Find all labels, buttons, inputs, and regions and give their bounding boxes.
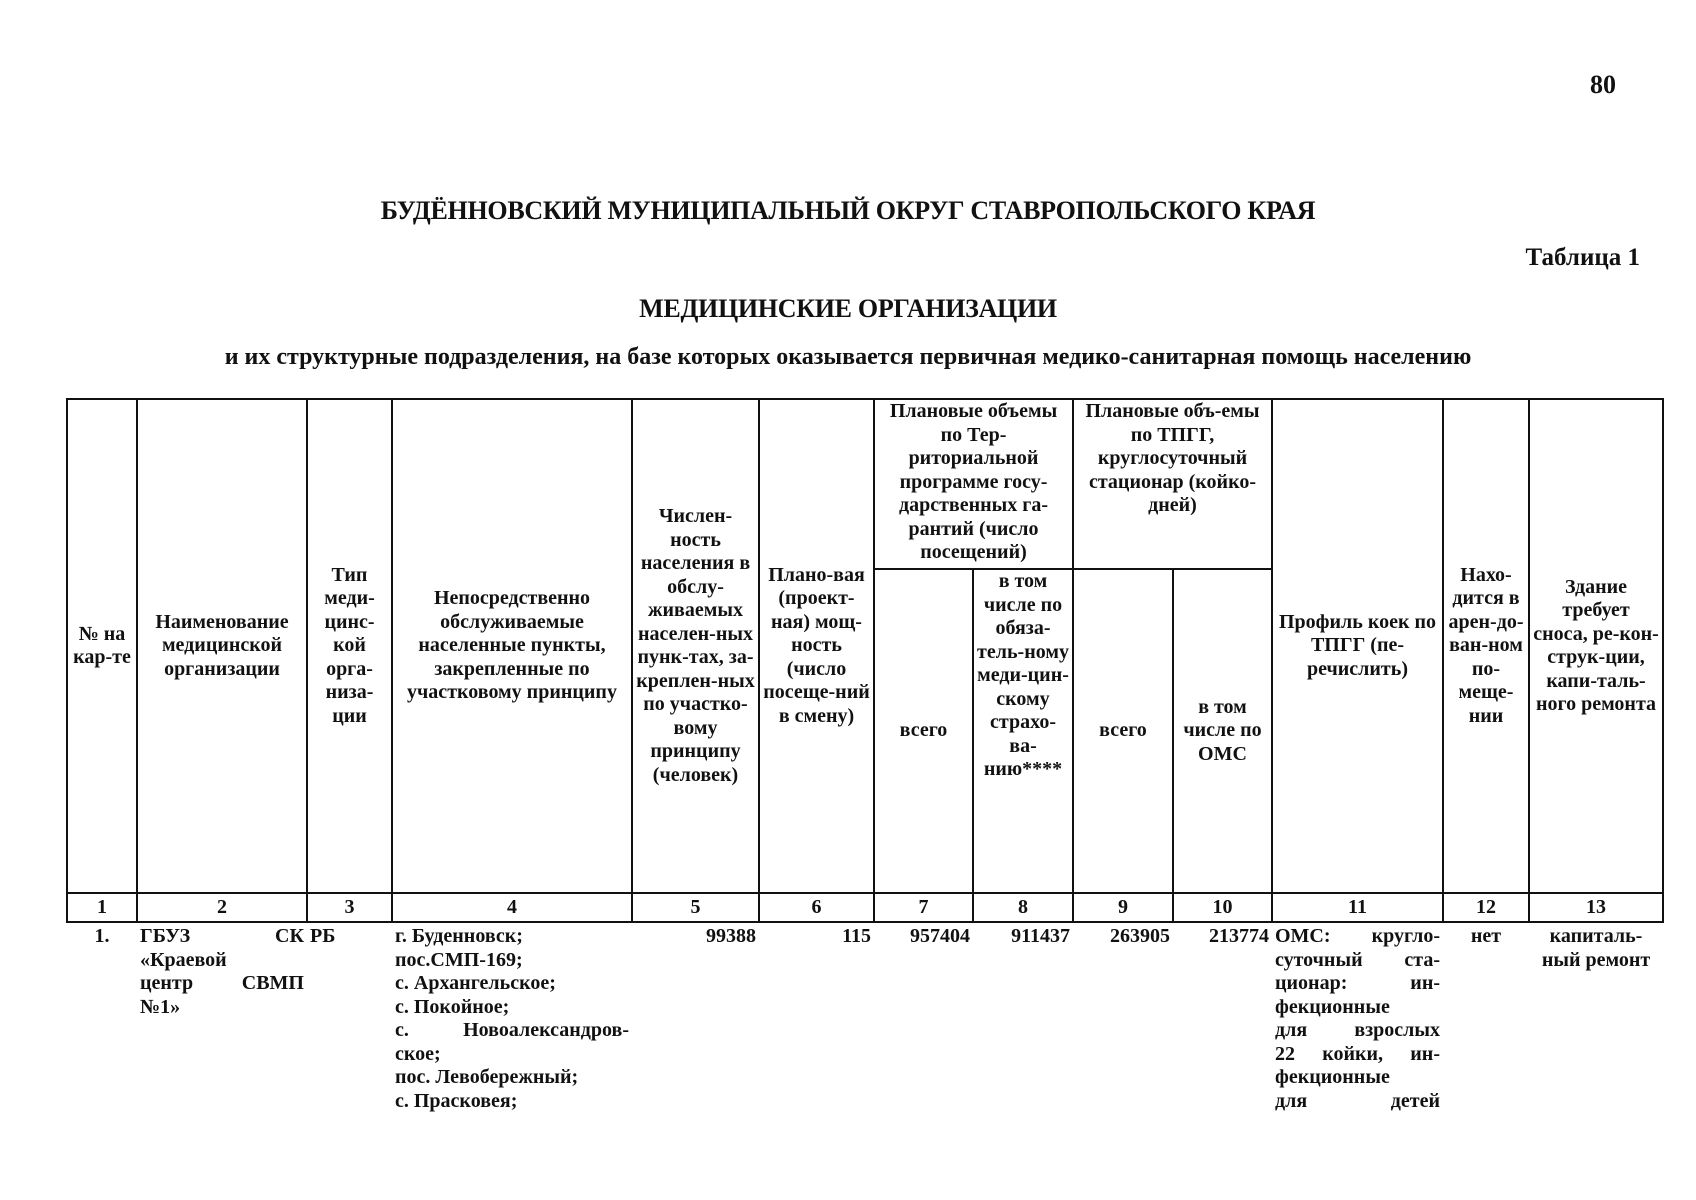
column-number: 3 <box>307 893 392 922</box>
medical-organizations-table <box>66 398 1664 1155</box>
page-number: 80 <box>1590 70 1616 99</box>
row-map-number: 1. <box>67 922 137 1155</box>
settlement-item: ское; <box>395 1042 441 1065</box>
row-beds-oms: 213774 <box>1173 922 1272 1155</box>
profile-line: ционар: ин- <box>1275 972 1440 994</box>
row-beds-total: 263905 <box>1073 922 1173 1155</box>
header-bed-profile: Профиль коек по ТПГГ (пе-речислить) <box>1272 399 1443 893</box>
header-visits-total: всего <box>874 569 973 893</box>
row-org-type: РБ <box>307 922 392 1155</box>
profile-line: фекционные <box>1275 1066 1390 1088</box>
row-population: 99388 <box>632 922 759 1155</box>
header-building-state: Здание требует сноса, ре-кон-струк-ции, капи-таль-ного ремонта <box>1529 399 1663 893</box>
profile-line: суточный ста- <box>1275 948 1440 971</box>
header-capacity: Плано-вая (проект-ная) мощ-ность (число посеще-ний в смену) <box>759 399 874 893</box>
column-number: 2 <box>137 893 307 922</box>
table-row <box>67 922 1663 1155</box>
header-beds-total: всего <box>1073 569 1173 893</box>
profile-line: для детей <box>1275 1089 1440 1112</box>
header-org-type: Тип меди-цинс-кой орга-низа-ции <box>307 399 392 893</box>
settlement-item: с. Покойное; <box>395 995 510 1018</box>
profile-line: для взрослых <box>1275 1019 1440 1041</box>
header-row-top <box>67 399 1663 569</box>
header-beds-oms: в том числе по ОМС <box>1173 569 1272 893</box>
column-number: 8 <box>973 893 1073 922</box>
row-rented: нет <box>1443 922 1529 1155</box>
document-subtitle: и их структурные подразделения, на базе которых оказывается первичная медико-санитарная помощь населению <box>224 344 1472 370</box>
settlement-item: пос. Левобережный; <box>395 1066 579 1088</box>
row-visits-total: 957404 <box>874 922 973 1155</box>
row-building-state: капиталь-ный ремонт <box>1529 922 1663 1155</box>
header-planned-visits-group: Плановые объемы по Тер-риториальной программе госу-дарственных га-рантий (число посещений) <box>874 399 1073 569</box>
column-number: 12 <box>1443 893 1529 922</box>
profile-line: фекционные <box>1275 995 1390 1018</box>
settlement-item: г. Буденновск; <box>395 925 523 947</box>
column-number: 7 <box>874 893 973 922</box>
profile-line: ОМС: кругло- <box>1275 925 1440 947</box>
region-title: БУДЁННОВСКИЙ МУНИЦИПАЛЬНЫЙ ОКРУГ СТАВРОПОЛЬСКОГО КРАЯ <box>380 196 1316 225</box>
row-bed-profile <box>1272 922 1443 1155</box>
settlement-item: с. Архангельское; <box>395 972 556 994</box>
column-number: 10 <box>1173 893 1272 922</box>
document-title: МЕДИЦИНСКИЕ ОРГАНИЗАЦИИ <box>639 294 1057 323</box>
column-number: 6 <box>759 893 874 922</box>
header-population: Числен-ность населения в обслу-живаемых населен-ных пунк-тах, за-креплен-ных по участко-вому принципу (человек) <box>632 399 759 893</box>
column-number: 9 <box>1073 893 1173 922</box>
header-map-number: № на кар-те <box>67 399 137 893</box>
column-number: 13 <box>1529 893 1663 922</box>
settlement-item: пос.СМП-169; <box>395 948 523 971</box>
header-visits-oms: в том числе по обяза-тель-ному меди-цин-скому страхо-ва-нию**** <box>973 569 1073 893</box>
column-number: 4 <box>392 893 632 922</box>
profile-line: 22 койки, ин- <box>1275 1042 1440 1065</box>
column-number: 5 <box>632 893 759 922</box>
org-name-line: №1» <box>140 995 181 1018</box>
column-number: 1 <box>67 893 137 922</box>
header-settlements: Непосредственно обслуживаемые населенные пункты, закрепленные по участковому принципу <box>392 399 632 893</box>
org-name-line: «Краевой <box>140 948 227 971</box>
row-settlements <box>392 922 632 1155</box>
column-number: 11 <box>1272 893 1443 922</box>
header-org-name: Наименование медицинской организации <box>137 399 307 893</box>
column-number-row <box>67 893 1663 922</box>
org-name-line: ГБУЗ СК <box>140 925 304 947</box>
settlement-item: с. Новоалександров- <box>395 1019 629 1041</box>
org-name-line: центр СВМП <box>140 972 304 994</box>
header-planned-beds-group: Плановые объ-емы по ТПГГ, круглосуточный стационар (койко-дней) <box>1073 399 1272 569</box>
row-org-name <box>137 922 307 1155</box>
settlement-item: с. Прасковея; <box>395 1089 518 1112</box>
header-rented: Нахо-дится в арен-до-ван-ном по-меще-нии <box>1443 399 1529 893</box>
row-capacity: 115 <box>759 922 874 1155</box>
row-visits-oms: 911437 <box>973 922 1073 1155</box>
table-label: Таблица 1 <box>1525 244 1640 271</box>
